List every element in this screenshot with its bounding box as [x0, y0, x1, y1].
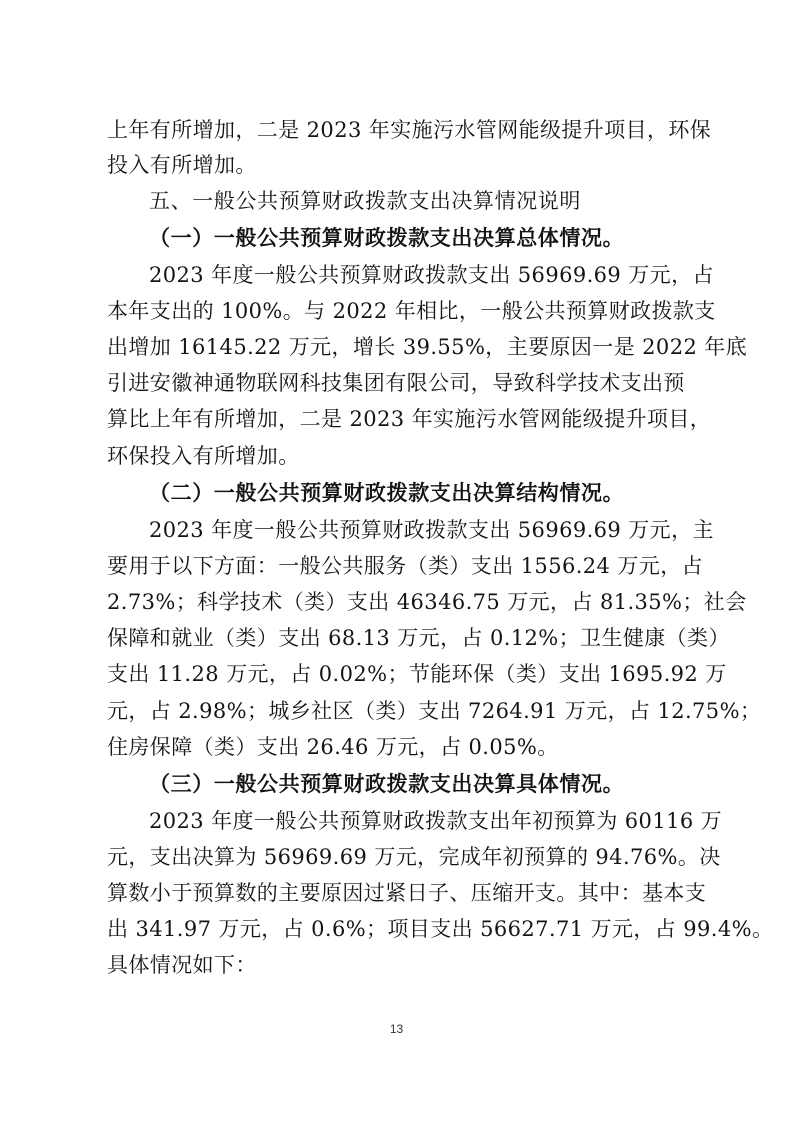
- body-text-line: 算比上年有所增加，二是 2023 年实施污水管网能级提升项目，: [107, 407, 712, 431]
- body-text-line: 支出 11.28 万元，占 0.02%；节能环保（类）支出 1695.92 万: [107, 662, 727, 686]
- subsection-heading: （一）一般公共预算财政拨款支出决算总体情况。: [149, 226, 625, 250]
- body-text-line: 保障和就业（类）支出 68.13 万元，占 0.12%；卫生健康（类）: [107, 626, 730, 650]
- body-text-line: 2023 年度一般公共预算财政拨款支出 56969.69 万元，占: [149, 263, 714, 287]
- body-text-line: 引进安徽神通物联网科技集团有限公司，导致科学技术支出预: [107, 371, 685, 395]
- body-text-line: 环保投入有所增加。: [107, 444, 300, 468]
- subsection-heading: （二）一般公共预算财政拨款支出决算结构情况。: [149, 481, 625, 505]
- body-text-line: 2023 年度一般公共预算财政拨款支出年初预算为 60116 万: [149, 809, 723, 833]
- body-text-line: 本年支出的 100%。与 2022 年相比，一般公共预算财政拨款支: [107, 299, 716, 323]
- body-text-line: 2.73%；科学技术（类）支出 46346.75 万元，占 81.35%；社会: [107, 590, 747, 614]
- body-text-line: 出增加 16145.22 万元，增长 39.55%，主要原因一是 2022 年底: [107, 335, 748, 359]
- subsection-heading: （三）一般公共预算财政拨款支出决算具体情况。: [149, 772, 625, 796]
- body-text-line: 元，占 2.98%；城乡社区（类）支出 7264.91 万元，占 12.75%；: [107, 699, 762, 723]
- section-heading: 五、一般公共预算财政拨款支出决算情况说明: [149, 189, 581, 213]
- body-text-line: 算数小于预算数的主要原因过紧日子、压缩开支。其中：基本支: [107, 881, 707, 905]
- body-text-line: 出 341.97 万元，占 0.6%；项目支出 56627.71 万元，占 99.4%。: [107, 917, 774, 941]
- body-text-line: 要用于以下方面：一般公共服务（类）支出 1556.24 万元，占: [107, 554, 703, 578]
- body-text-line: 2023 年度一般公共预算财政拨款支出 56969.69 万元，主: [149, 518, 714, 542]
- body-text-line: 元，支出决算为 56969.69 万元，完成年初预算的 94.76%。决: [107, 845, 721, 869]
- body-text-line: 上年有所增加，二是 2023 年实施污水管网能级提升项目，环保: [107, 118, 712, 142]
- page-number: 13: [389, 1022, 404, 1036]
- body-text-line: 住房保障（类）支出 26.46 万元，占 0.05%。: [107, 735, 559, 759]
- body-text-line: 投入有所增加。: [107, 153, 257, 177]
- body-text-line: 具体情况如下：: [107, 953, 257, 977]
